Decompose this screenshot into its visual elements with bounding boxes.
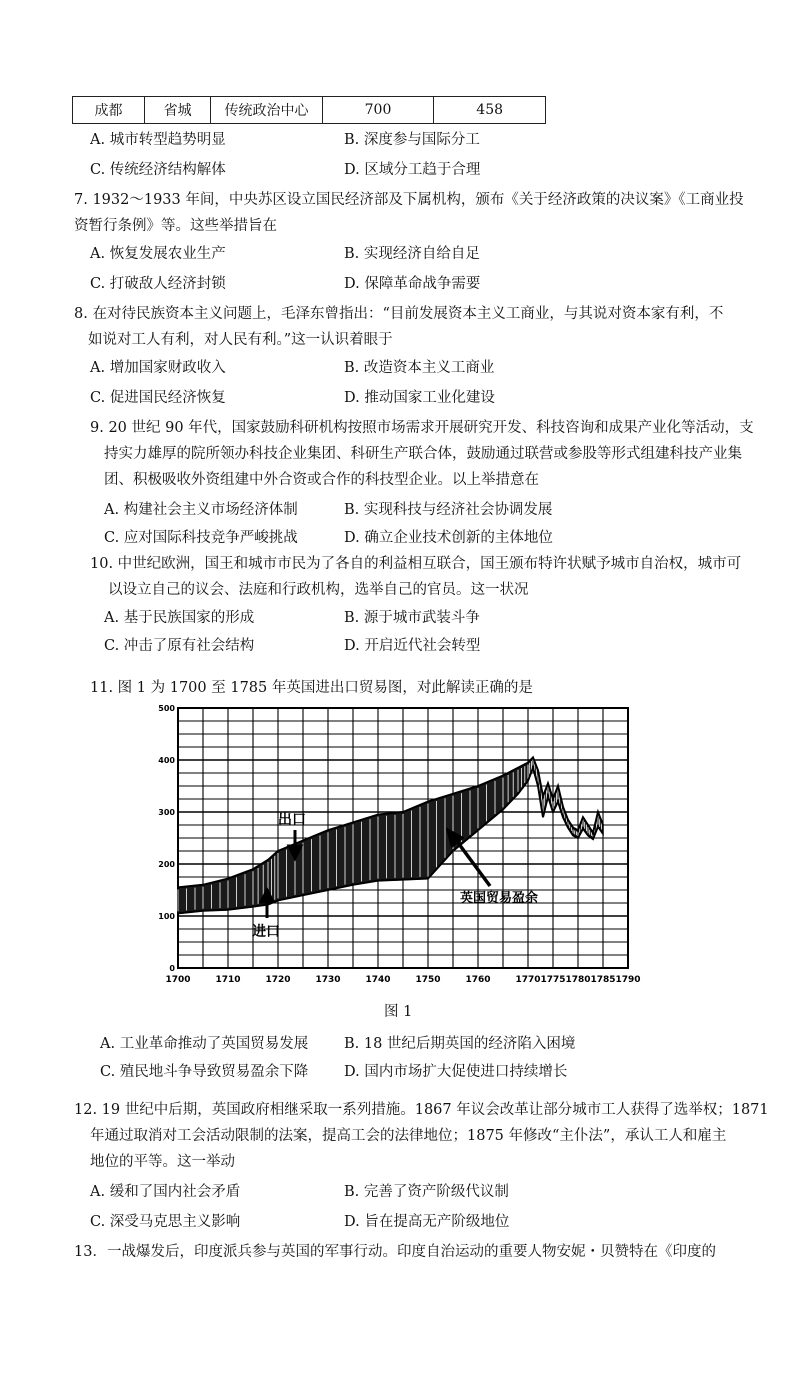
q12-option-b[interactable]: B. 完善了资产阶级代议制 xyxy=(344,1184,509,1200)
table-cell: 省城 xyxy=(145,97,211,124)
q7-stem-line1: 7. 1932～1933 年间，中央苏区设立国民经济部及下属机构，颁布《关于经济政策的决议案》《工商业投 xyxy=(74,192,744,208)
q12-stem-line3: 地位的平等。这一举动 xyxy=(90,1154,235,1170)
x-tick-label: 1700 xyxy=(165,975,191,985)
q8-option-b[interactable]: B. 改造资本主义工商业 xyxy=(344,360,495,376)
q7-option-a[interactable]: A. 恢复发展农业生产 xyxy=(90,246,226,262)
q12-stem-line1: 12. 19 世纪中后期，英国政府相继采取一系列措施。1867 年议会改革让部分城市工人获得了选举权；1871 xyxy=(74,1102,769,1118)
table-cell: 700 xyxy=(322,97,434,124)
q11-option-d[interactable]: D. 国内市场扩大促使进口持续增长 xyxy=(344,1064,568,1080)
y-axis-ticks xyxy=(158,704,175,973)
q8-option-d[interactable]: D. 推动国家工业化建设 xyxy=(344,390,495,406)
y-tick-label: 500 xyxy=(158,704,175,713)
q9-stem-line3: 团、积极吸收外资组建中外合资或合作的科技型企业。以上举措意在 xyxy=(104,472,539,488)
y-tick-label: 200 xyxy=(158,860,175,869)
x-tick-label: 1770 xyxy=(515,975,541,985)
q9-option-a[interactable]: A. 构建社会主义市场经济体制 xyxy=(104,502,298,518)
q8-option-c[interactable]: C. 促进国民经济恢复 xyxy=(90,390,226,406)
q10-stem-line1: 10. 中世纪欧洲，国王和城市市民为了各自的利益相互联合，国王颁布特许状赋予城市自治权，城市可 xyxy=(90,556,742,572)
q6-option-d[interactable]: D. 区域分工趋于合理 xyxy=(344,162,481,178)
q13-stem-line1: 13．一战爆发后，印度派兵参与英国的军事行动。印度自治运动的重要人物安妮・贝赞特在《印度的 xyxy=(74,1244,716,1260)
q10-option-b[interactable]: B. 源于城市武装斗争 xyxy=(344,610,480,626)
x-tick-label: 1780 xyxy=(565,975,591,985)
trade-chart xyxy=(150,700,650,990)
x-tick-label: 1750 xyxy=(415,975,441,985)
y-tick-label: 400 xyxy=(158,756,175,765)
q8-stem-line2: 如说对工人有利，对人民有利。”这一认识着眼于 xyxy=(88,332,393,348)
q12-option-d[interactable]: D. 旨在提高无产阶级地位 xyxy=(344,1214,510,1230)
data-table xyxy=(72,96,546,124)
x-tick-label: 1785 xyxy=(590,975,616,985)
q12-option-a[interactable]: A. 缓和了国内社会矛盾 xyxy=(90,1184,241,1200)
export-annotation: 出口 xyxy=(278,812,306,828)
table-cell: 458 xyxy=(434,97,546,124)
x-tick-label: 1730 xyxy=(315,975,341,985)
figure-caption: 图 1 xyxy=(384,1004,413,1020)
q12-option-c[interactable]: C. 深受马克思主义影响 xyxy=(90,1214,241,1230)
q7-option-d[interactable]: D. 保障革命战争需要 xyxy=(344,276,481,292)
y-tick-label: 300 xyxy=(158,808,175,817)
q12-stem-line2: 年通过取消对工会活动限制的法案，提高工会的法律地位；1875 年修改“主仆法”，承认工人和雇主 xyxy=(90,1128,727,1144)
table-cell: 传统政治中心 xyxy=(211,97,322,124)
q9-option-c[interactable]: C. 应对国际科技竞争严峻挑战 xyxy=(104,530,298,546)
q11-option-c[interactable]: C. 殖民地斗争导致贸易盈余下降 xyxy=(100,1064,309,1080)
x-tick-label: 1710 xyxy=(215,975,241,985)
x-tick-label: 1790 xyxy=(615,975,641,985)
q11-stem-line1: 11. 图 1 为 1700 至 1785 年英国进出口贸易图，对此解读正确的是 xyxy=(90,680,533,696)
q7-option-b[interactable]: B. 实现经济自给自足 xyxy=(344,246,480,262)
q10-option-a[interactable]: A. 基于民族国家的形成 xyxy=(104,610,255,626)
table-cell: 成都 xyxy=(73,97,145,124)
x-tick-label: 1760 xyxy=(465,975,491,985)
x-tick-label: 1720 xyxy=(265,975,291,985)
q6-option-b[interactable]: B. 深度参与国际分工 xyxy=(344,132,480,148)
y-tick-label: 0 xyxy=(169,964,175,973)
q9-option-d[interactable]: D. 确立企业技术创新的主体地位 xyxy=(344,530,553,546)
import-annotation: 进口 xyxy=(252,924,280,940)
surplus-annotation: 英国贸易盈余 xyxy=(460,891,539,906)
q6-option-a[interactable]: A. 城市转型趋势明显 xyxy=(90,132,226,148)
q9-stem-line2: 持实力雄厚的院所领办科技企业集团、科研生产联合体，鼓励通过联营或参股等形式组建科技产业集 xyxy=(104,446,742,462)
q8-option-a[interactable]: A. 增加国家财政收入 xyxy=(90,360,226,376)
x-tick-label: 1775 xyxy=(540,975,566,985)
x-axis-ticks xyxy=(165,975,640,985)
y-tick-label: 100 xyxy=(158,912,175,921)
q11-option-b[interactable]: B. 18 世纪后期英国的经济陷入困境 xyxy=(344,1036,576,1052)
q10-option-c[interactable]: C. 冲击了原有社会结构 xyxy=(104,638,255,654)
q9-option-b[interactable]: B. 实现科技与经济社会协调发展 xyxy=(344,502,553,518)
q8-stem-line1: 8. 在对待民族资本主义问题上，毛泽东曾指出：“目前发展资本主义工商业，与其说对资本家有利，不 xyxy=(74,306,724,322)
table-row xyxy=(73,97,546,124)
q11-option-a[interactable]: A. 工业革命推动了英国贸易发展 xyxy=(100,1036,309,1052)
q7-stem-line2: 资暂行条例》等。这些举措旨在 xyxy=(74,218,277,234)
q10-option-d[interactable]: D. 开启近代社会转型 xyxy=(344,638,481,654)
q7-option-c[interactable]: C. 打破敌人经济封锁 xyxy=(90,276,226,292)
x-tick-label: 1740 xyxy=(365,975,391,985)
q10-stem-line2: 以设立自己的议会、法庭和行政机构，选举自己的官员。这一状况 xyxy=(108,582,529,598)
q6-option-c[interactable]: C. 传统经济结构解体 xyxy=(90,162,226,178)
q9-stem-line1: 9. 20 世纪 90 年代，国家鼓励科研机构按照市场需求开展研究开发、科技咨询和成果产业化等活动，支 xyxy=(90,420,754,436)
